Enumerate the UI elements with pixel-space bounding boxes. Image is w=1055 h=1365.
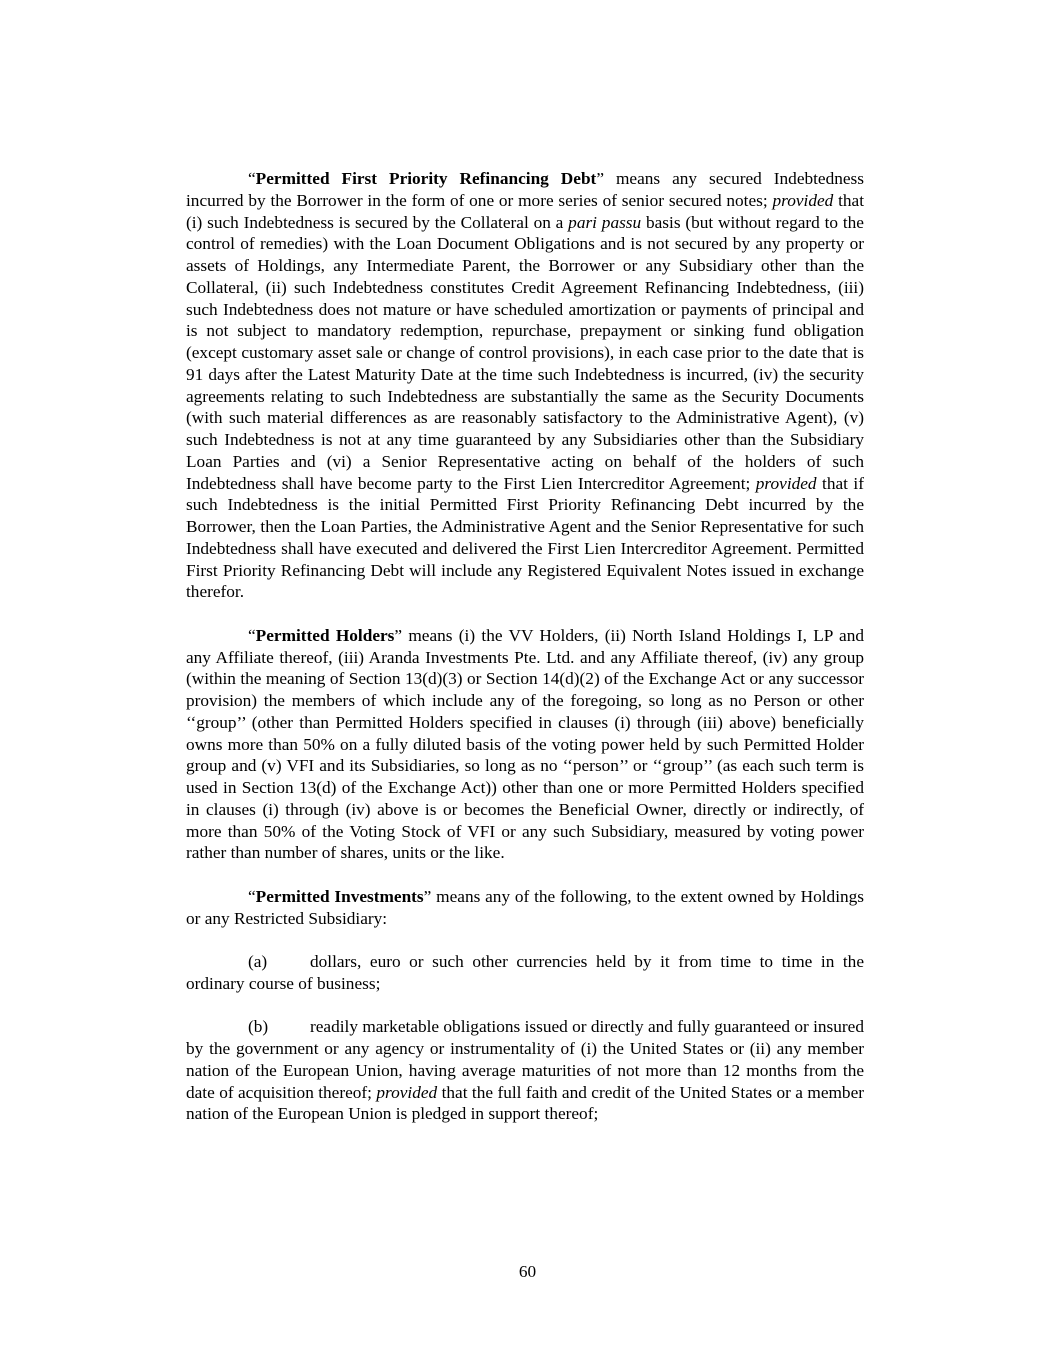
- defined-term: Permitted First Priority Refinancing Debt: [255, 169, 597, 188]
- open-quote: “: [248, 625, 256, 645]
- close-quote: ”: [596, 169, 604, 188]
- italic-proviso: provided: [755, 473, 817, 493]
- definition-text: means (i) the VV Holders, (ii) North Island Holdings I, LP and any Affiliate thereof, (iii) Aranda Investments Pte. Ltd. and any Affiliate thereof, (iv) any group (within the meaning of Section 13(d)(3) or Section 14(d)(2) of the Exchange Act or any successor provision) the members of which include any of the foregoing, so long as no Person or other ‘‘group’’ (other than Permitted Holders specified in clauses (i) through (iii) above) beneficially owns more than 50% on a fully diluted basis of the voting power held by such Permitted Holder group and (v) VFI and its Subsidiaries, so long as no ‘‘person’’ or ‘‘group’’ (as each such term is used in Section 13(d) of the Exchange Act)) other than one or more Permitted Holders specified in clauses (i) through (iv) above is or becomes the Beneficial Owner, directly or indirectly, of more than 50% of the Voting Stock of VFI or any such Subsidiary, measured by voting power rather than number of shares, units or the like.: [186, 625, 864, 863]
- italic-term: pari passu: [568, 212, 642, 232]
- close-quote: ”: [394, 625, 403, 645]
- definition-permitted-holders: [186, 625, 864, 864]
- list-item-b: [186, 1016, 864, 1125]
- item-text: readily marketable obligations issued or directly and fully guaranteed or insured by the government or any agency or instrumentality of (i) the United States or (ii) any member nation of the European Union, having average maturities of not more than 12 months from the date of acquisition thereof;: [186, 1017, 864, 1102]
- definition-text: means any of the following, to the extent owned by Holdings or any Restricted Subsidiary:: [186, 886, 864, 928]
- item-text: that the full faith and credit of the United States or a member nation of the European Union is pledged in support thereof;: [186, 1082, 864, 1124]
- definition-text: that if such Indebtedness is the initial Permitted First Priority Refinancing Debt incurred by the Borrower, then the Loan Parties, the Administrative Agent and the Senior Representative for such Indebtedness shall have executed and delivered the First Lien Intercreditor Agreement. Permitted First Priority Refinancing Debt will include any Registered Equivalent Notes issued in exchange therefor.: [186, 473, 864, 602]
- page-number: 60: [518, 1262, 537, 1281]
- definition-permitted-first-priority-refinancing-debt: [186, 168, 864, 603]
- definition-text: that (i) such Indebtedness is secured by the Collateral on a: [186, 190, 864, 232]
- open-quote: “: [248, 886, 256, 906]
- definition-text: basis (but without regard to the control of remedies) with the Loan Document Obligations and is not secured by any property or assets of Holdings, any Intermediate Parent, the Borrower or any Subsidiary other than the Collateral, (ii) such Indebtedness constitutes Credit Agreement Refinancing Indebtedness, (iii) such Indebtedness does not mature or have scheduled amortization or payments of principal and is not subject to mandatory redemption, repurchase, prepayment or sinking fund obligation (except customary asset sale or change of control provisions), in each case prior to the date that is 91 days after the Latest Maturity Date at the time such Indebtedness is incurred, (iv) the security agreements relating to such Indebtedness are substantially the same as the Security Documents (with such material differences as are reasonably satisfactory to the Administrative Agent), (v) such Indebtedness is not at any time guaranteed by any Subsidiaries other than the Subsidiary Loan Parties and (vi) a Senior Representative acting on behalf of the holders of such Indebtedness shall have become party to the First Lien Intercreditor Agreement;: [186, 212, 864, 493]
- item-label: (b): [248, 1017, 269, 1037]
- italic-proviso: provided: [376, 1082, 438, 1102]
- open-quote: “: [248, 169, 256, 188]
- definition-permitted-investments: [186, 886, 864, 930]
- close-quote: ”: [423, 886, 432, 906]
- defined-term: Permitted Investments: [255, 886, 424, 906]
- defined-term: Permitted Holders: [255, 625, 395, 645]
- document-body: [186, 168, 864, 1147]
- item-label: (a): [248, 952, 268, 971]
- italic-proviso: provided: [772, 190, 834, 210]
- item-text: dollars, euro or such other currencies held by it from time to time in the ordinary course of business;: [186, 952, 864, 993]
- definition-text: means any secured Indebtedness incurred by the Borrower in the form of one or more series of senior secured notes;: [186, 169, 864, 210]
- list-item-a: [186, 951, 864, 995]
